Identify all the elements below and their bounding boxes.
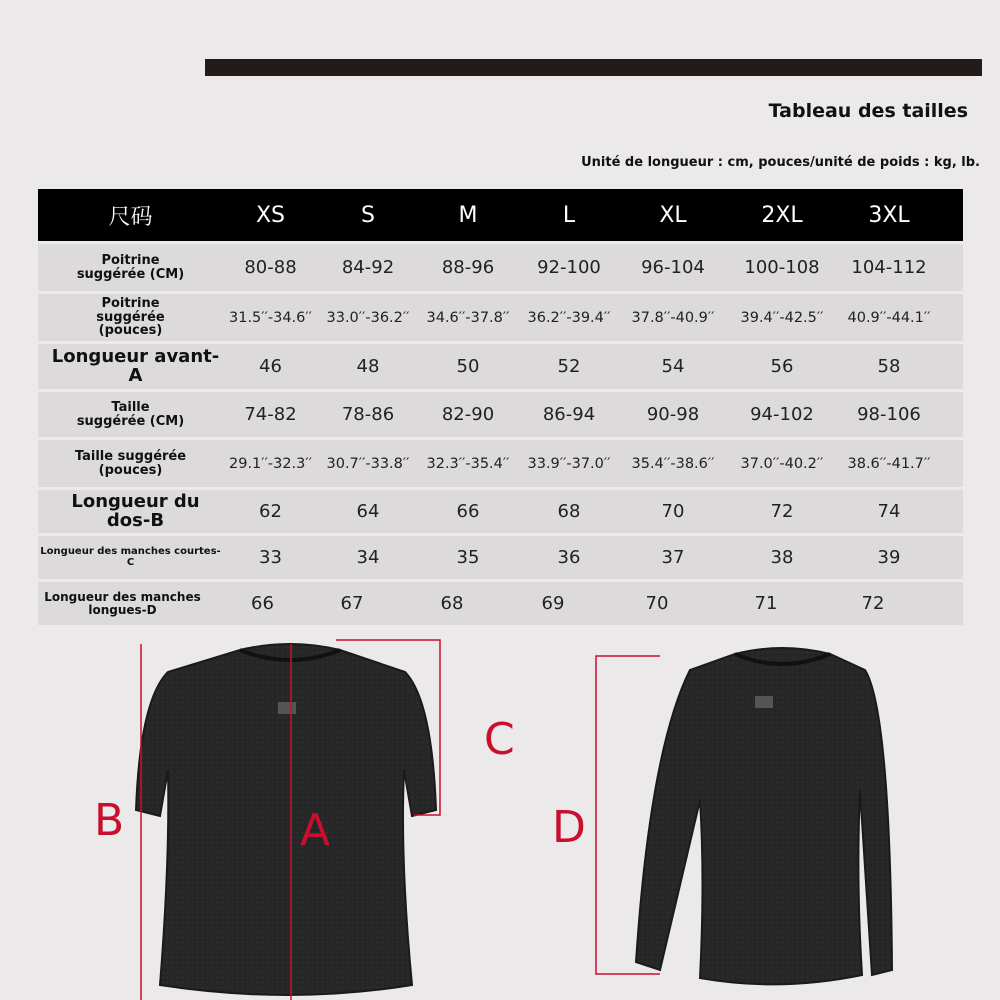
table-cell: 36.2′′-39.4′′ (527, 309, 611, 326)
measure-label-b: B (94, 795, 125, 846)
table-cell: 46 (259, 356, 282, 377)
table-cell: 38 (770, 547, 794, 568)
measure-label-d: D (552, 802, 586, 853)
table-cell: 100-108 (744, 257, 820, 278)
table-row-back-length (38, 487, 963, 533)
table-row-short-sleeve (38, 533, 963, 579)
header-size-m: M (458, 202, 478, 228)
row-label: Longueur du dos-B (71, 490, 200, 531)
short-sleeve-shirt (136, 644, 436, 995)
row-label: Longueur des manches longues-D (44, 589, 201, 617)
row-label (38, 450, 223, 477)
table-cell: 84-92 (341, 257, 395, 278)
table-cell: 66 (456, 501, 480, 522)
table-cell: 39 (877, 547, 901, 568)
row-label-line: (pouces) (98, 323, 163, 339)
table-cell: 70 (645, 593, 669, 614)
table-row-waist-inches (38, 437, 963, 487)
table-cell: 78-86 (341, 404, 395, 425)
table-cell: 34 (356, 547, 380, 568)
header-size-xl: XL (659, 202, 687, 228)
table-cell: 30.7′′-33.8′′ (326, 455, 410, 472)
row-label-line: Taille suggérée (74, 448, 187, 464)
measure-label-a: A (300, 805, 331, 856)
table-cell: 36 (557, 547, 581, 568)
table-cell: 29.1′′-32.3′′ (229, 455, 312, 472)
page-title: Tableau des tailles (768, 100, 968, 122)
header-size-2xl: 2XL (761, 202, 803, 228)
table-cell: 50 (456, 356, 480, 377)
table-cell: 80-88 (244, 257, 297, 278)
table-row-long-sleeve (38, 579, 963, 625)
header-size-l: L (562, 202, 576, 228)
row-label-line: Taille (111, 399, 150, 415)
table-row-chest-cm (38, 241, 963, 291)
table-cell: 58 (877, 356, 901, 377)
table-cell: 72 (861, 593, 885, 614)
table-cell: 56 (770, 356, 794, 377)
table-cell: 34.6′′-37.8′′ (426, 309, 510, 326)
table-cell: 70 (661, 501, 685, 522)
table-row-chest-inches (38, 291, 963, 341)
header-size-3xl: 3XL (868, 202, 910, 228)
top-divider-bar (205, 59, 982, 76)
row-label-line: (pouces) (98, 462, 163, 478)
table-cell: 33.9′′-37.0′′ (527, 455, 611, 472)
table-cell: 68 (440, 593, 464, 614)
table-cell: 62 (259, 501, 282, 522)
measurement-diagram (0, 630, 1000, 1000)
row-label (38, 297, 223, 338)
row-label-line: Poitrine (101, 252, 160, 268)
table-cell: 35 (456, 547, 480, 568)
table-cell: 98-106 (857, 404, 921, 425)
table-cell: 90-98 (646, 404, 700, 425)
table-cell: 38.6′′-41.7′′ (847, 455, 931, 472)
table-cell: 40.9′′-44.1′′ (847, 309, 931, 326)
chest-logo-icon (755, 696, 773, 708)
short-sleeve-shirt-body (136, 644, 436, 995)
table-cell: 104-112 (851, 257, 927, 278)
row-label-line: suggérée (CM) (76, 266, 185, 282)
table-cell: 35.4′′-38.6′′ (631, 455, 715, 472)
row-label-line: suggérée (96, 309, 165, 325)
table-cell: 64 (356, 501, 380, 522)
unit-note: Unité de longueur : cm, pouces/unité de poids : kg, lb. (581, 155, 980, 170)
table-cell: 74-82 (244, 404, 297, 425)
header-size-label: 尺码 (108, 204, 153, 230)
table-cell: 94-102 (750, 404, 814, 425)
table-cell: 67 (340, 593, 364, 614)
header-size-s: S (361, 202, 375, 228)
row-label-line: suggérée (CM) (76, 413, 185, 429)
measure-label-c: C (484, 714, 515, 765)
table-cell: 37.8′′-40.9′′ (631, 309, 715, 326)
table-cell: 54 (661, 356, 685, 377)
table-cell: 66 (251, 593, 274, 614)
row-label-line: Poitrine (101, 296, 160, 312)
table-cell: 72 (770, 501, 794, 522)
row-label: Longueur des manches courtes-C (40, 546, 221, 568)
row-label (38, 254, 223, 281)
table-cell: 82-90 (441, 404, 495, 425)
table-cell: 96-104 (641, 257, 705, 278)
table-header-row (38, 189, 963, 241)
table-row-front-length (38, 341, 963, 389)
table-row-waist-cm (38, 389, 963, 437)
row-label: Longueur avant-A (51, 345, 220, 386)
table-cell: 48 (356, 356, 380, 377)
table-cell: 37 (661, 547, 685, 568)
table-cell: 33.0′′-36.2′′ (326, 309, 410, 326)
row-label (38, 401, 223, 428)
table-cell: 68 (557, 501, 581, 522)
long-sleeve-shirt (636, 648, 892, 984)
table-cell: 71 (754, 593, 778, 614)
size-chart-table (38, 189, 963, 625)
table-cell: 31.5′′-34.6′′ (229, 309, 312, 326)
table-cell: 92-100 (537, 257, 601, 278)
table-cell: 39.4′′-42.5′′ (740, 309, 824, 326)
table-cell: 88-96 (441, 257, 495, 278)
table-cell: 86-94 (542, 404, 596, 425)
table-cell: 69 (541, 593, 565, 614)
table-cell: 74 (877, 501, 901, 522)
chest-logo-icon (278, 702, 296, 714)
table-cell: 52 (557, 356, 581, 377)
table-cell: 33 (259, 547, 282, 568)
table-cell: 32.3′′-35.4′′ (426, 455, 510, 472)
header-size-xs: XS (255, 202, 286, 228)
table-cell: 37.0′′-40.2′′ (740, 455, 824, 472)
